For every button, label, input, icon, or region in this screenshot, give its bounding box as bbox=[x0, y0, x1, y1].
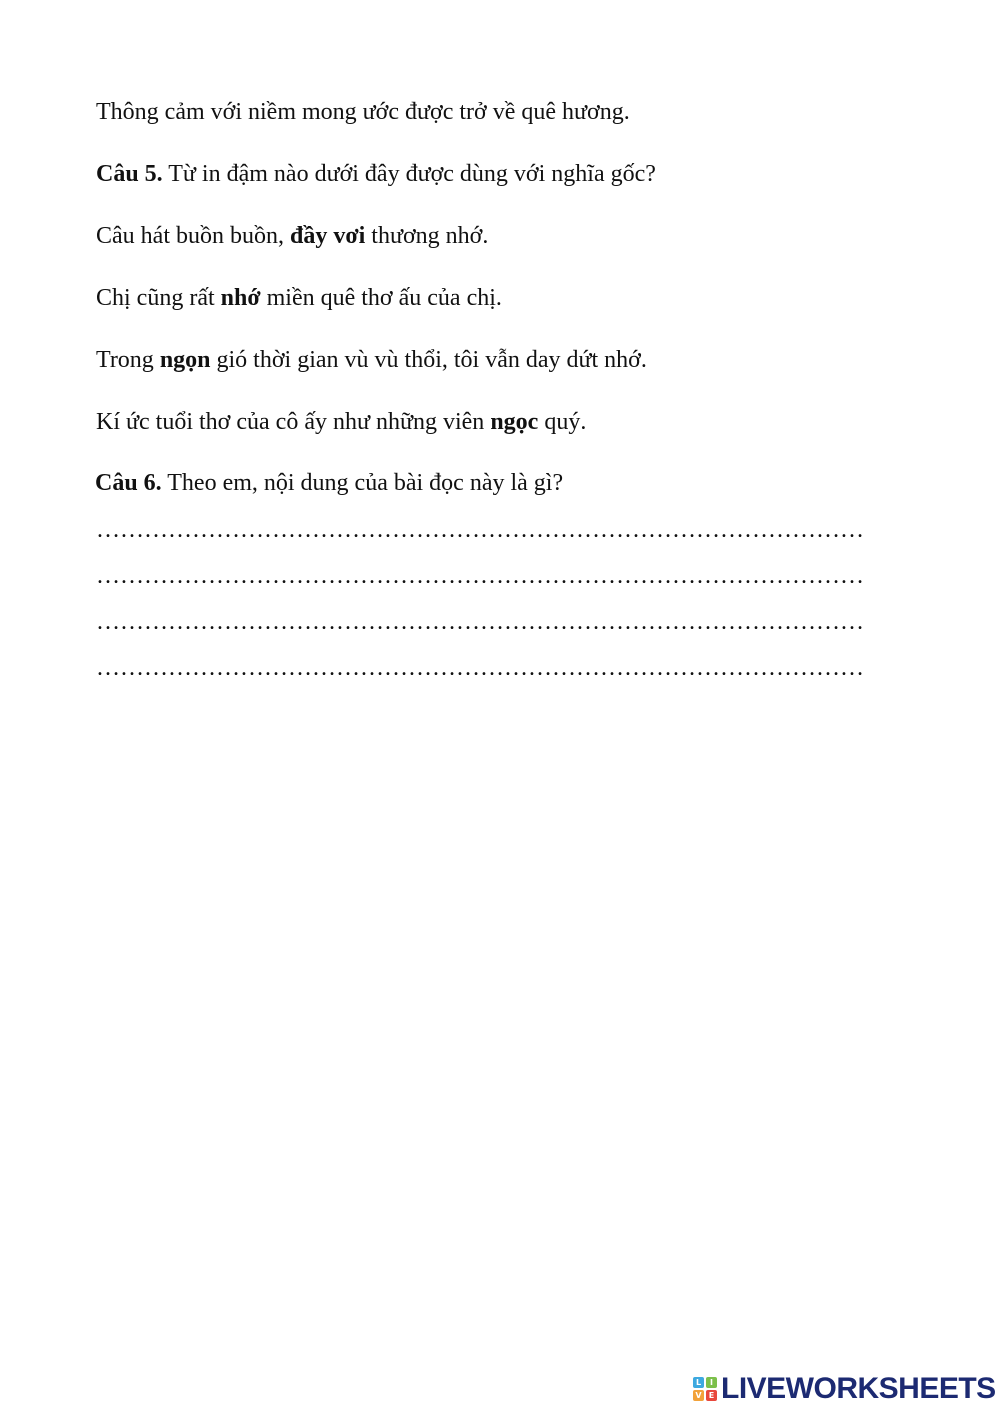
answer-line-3[interactable]: …………………………………………………………………………………… bbox=[96, 610, 864, 634]
answer-line-1[interactable]: …………………………………………………………………………………… bbox=[96, 518, 864, 542]
option-2-text-before: Chị cũng rất bbox=[96, 285, 221, 311]
option-4-bold-word: ngọc bbox=[490, 409, 539, 435]
logo-letter-v: V bbox=[693, 1390, 704, 1401]
answer-line-4[interactable]: …………………………………………………………………………………… bbox=[96, 656, 864, 680]
option-1-text-before: Câu hát buồn buồn, bbox=[96, 223, 290, 249]
intro-text: Thông cảm với niềm mong ước được trở về quê hương. bbox=[96, 99, 630, 125]
option-3-text-before: Trong bbox=[96, 347, 160, 373]
option-4-text-after: quý. bbox=[538, 409, 587, 435]
option-1[interactable] bbox=[96, 221, 488, 251]
option-4-text-before: Kí ức tuổi thơ của cô ấy như những viên bbox=[96, 409, 491, 435]
question-6-label: Câu 6. bbox=[95, 470, 162, 496]
option-3[interactable] bbox=[96, 345, 647, 375]
option-4[interactable] bbox=[96, 407, 586, 437]
intro-sentence bbox=[96, 97, 630, 127]
logo-letter-e: E bbox=[706, 1390, 717, 1401]
question-5-text: Từ in đậm nào dưới đây được dùng với nghĩa gốc? bbox=[162, 161, 656, 187]
option-3-text-after: gió thời gian vù vù thổi, tôi vẫn day dứt nhớ. bbox=[210, 347, 647, 373]
question-6 bbox=[95, 468, 563, 498]
live-logo-icon bbox=[693, 1377, 717, 1401]
option-2[interactable] bbox=[96, 283, 502, 313]
question-5-label: Câu 5. bbox=[96, 161, 163, 187]
logo-letter-i: I bbox=[706, 1377, 717, 1388]
option-1-bold-word: đầy vơi bbox=[289, 223, 366, 249]
question-5 bbox=[96, 159, 656, 189]
option-1-text-after: thương nhớ. bbox=[365, 223, 489, 249]
liveworksheets-logo bbox=[693, 1372, 996, 1406]
logo-letter-l: L bbox=[693, 1377, 704, 1388]
option-3-bold-word: ngọn bbox=[159, 347, 211, 373]
option-2-text-after: miền quê thơ ấu của chị. bbox=[260, 285, 502, 311]
option-2-bold-word: nhớ bbox=[220, 285, 261, 311]
brand-name: LIVEWORKSHEETS bbox=[721, 1372, 996, 1405]
answer-line-2[interactable]: …………………………………………………………………………………… bbox=[96, 564, 864, 588]
question-6-text: Theo em, nội dung của bài đọc này là gì? bbox=[161, 470, 564, 496]
